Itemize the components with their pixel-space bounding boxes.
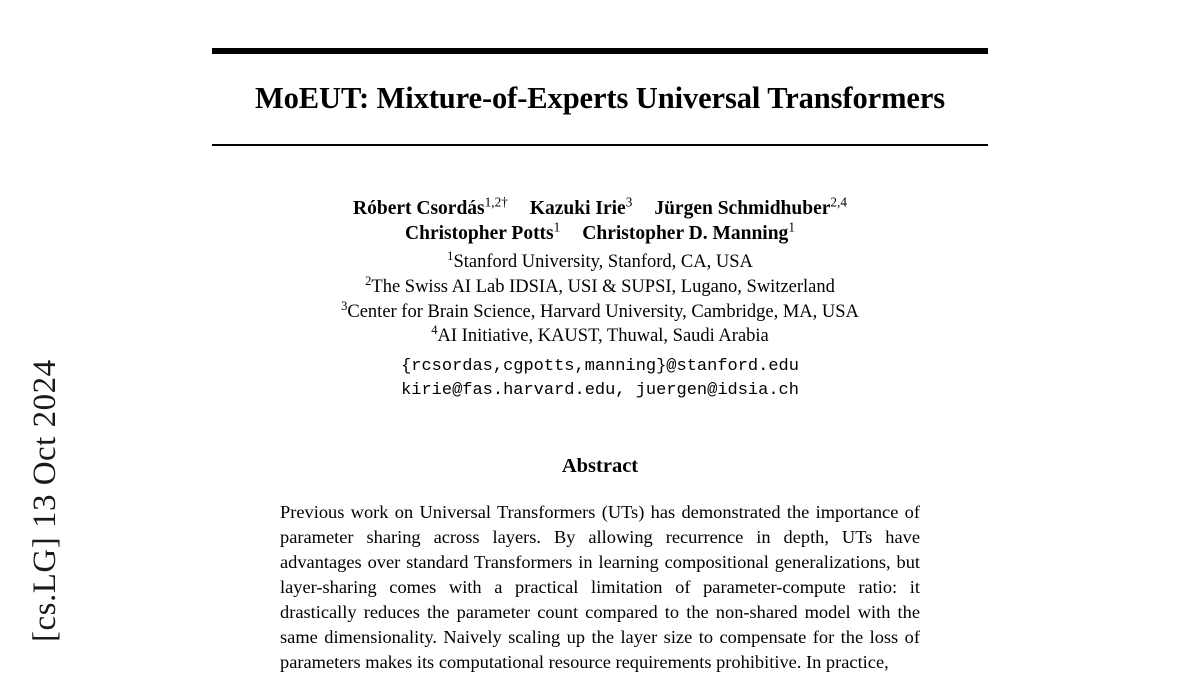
author-name: Kazuki Irie (529, 197, 626, 219)
affiliation-text: The Swiss AI Lab IDSIA, USI & SUPSI, Lugano, Switzerland (371, 276, 835, 297)
author-name: Róbert Csordás (353, 197, 485, 219)
author-line-2 (212, 221, 988, 247)
author-name: Jürgen Schmidhuber (654, 197, 831, 219)
email-line: {rcsordas,cgpotts,manning}@stanford.edu (401, 356, 799, 376)
email-block (212, 355, 988, 403)
author-affil-marker: 2,4 (830, 194, 847, 210)
affiliation-text: AI Initiative, KAUST, Thuwal, Saudi Arabia (437, 326, 769, 347)
affiliation-item (212, 250, 988, 275)
affiliation-marker: 1 (447, 249, 454, 264)
affiliation-item (212, 300, 988, 325)
author-affil-marker: 1,2† (484, 194, 508, 210)
email-line: kirie@fas.harvard.edu, juergen@idsia.ch (401, 380, 799, 400)
affiliation-text: Center for Brain Science, Harvard University, Cambridge, MA, USA (347, 301, 859, 322)
author-affil-marker: 1 (553, 219, 561, 235)
abstract-heading: Abstract (561, 455, 639, 478)
abstract-text: Previous work on Universal Transformers (UTs) has demonstrated the importance of parameter sharing across layers. By allowing recurrence in depth, UTs have advantages over standard Transformers in learning compositional generalizations, but layer-sharing comes with a practical limitation of parameter-compute ratio: it drastically reduces the parameter count compared to the non-shared model with the same dimensionality. Naively scaling up the layer size to compensate for the loss of parameters makes its computational resource requirements prohibitive. In practice, (280, 502, 920, 672)
author-block (212, 196, 988, 248)
page-title: MoEUT: Mixture-of-Experts Universal Transformers (254, 81, 946, 115)
affiliation-block (212, 250, 988, 348)
arxiv-stamp: [cs.LG] 13 Oct 2024 (26, 359, 63, 642)
affiliation-marker: 3 (341, 298, 348, 313)
affiliation-marker: 4 (431, 323, 438, 338)
author-affil-marker: 3 (625, 194, 633, 210)
author-line-1 (212, 196, 988, 222)
title-rule-bottom (212, 144, 988, 146)
paper-content (212, 0, 988, 672)
author-name: Christopher Potts (405, 223, 554, 245)
affiliation-text: Stanford University, Stanford, CA, USA (453, 252, 753, 273)
title-rule-top (212, 48, 988, 54)
author-name: Christopher D. Manning (582, 223, 789, 245)
affiliation-item (212, 275, 988, 300)
author-affil-marker: 1 (788, 219, 795, 235)
affiliation-marker: 2 (365, 273, 372, 288)
affiliation-item (212, 324, 988, 349)
